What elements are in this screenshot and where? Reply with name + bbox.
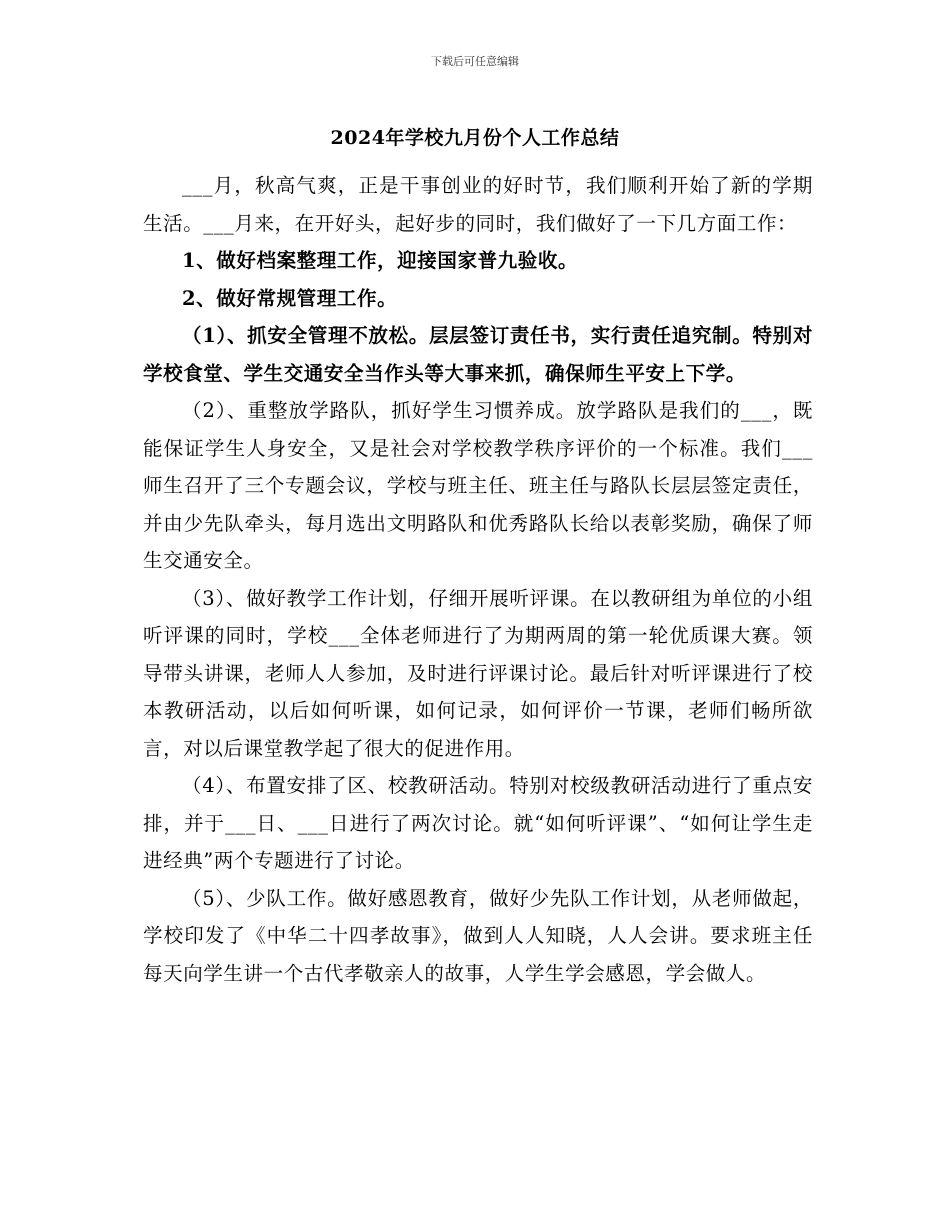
paragraph-item-3: （3）、做好教学工作计划，仔细开展听评课。在以教研组为单位的小组听评课的同时，学校___全体老师进行了为期两周的第一轮优质课大赛。领导带头讲课，老师人人参加，及时进行评课讨论。最后针对听评课进行了校本教研活动，以后如何听课，如何记录，如何评价一节课，老师们畅所欲言，对以后课堂教学起了很大的促进作用。 [143,586,813,760]
paragraph-item-2: （2）、重整放学路队，抓好学生习惯养成。放学路队是我们的___，既能保证学生人身安全，又是社会对学校教学秩序评价的一个标准。我们___师生召开了三个专题会议，学校与班主任、班主任与路队长层层签定责任，并由少先队牵头，每月选出文明路队和优秀路队长给以表彰奖励，确保了师生交通安全。 [143,399,813,572]
paragraph-item-4: （4）、布置安排了区、校教研活动。特别对校级教研活动进行了重点安排，并于___日、___日进行了两次讨论。就“如何听评课”、“如何让学生走进经典”两个专题进行了讨论。 [143,774,813,872]
paragraph-section-2: 2、做好常规管理工作。 [182,286,398,310]
paragraph-item-5: （5）、少队工作。做好感恩教育，做好少先队工作计划，从老师做起，学校印发了《中华二十四孝故事》，做到人人知晓，人人会讲。要求班主任每天向学生讲一个古代孝敬亲人的故事，人学生学会感恩，学会做人。 [143,886,813,985]
document-body [143,167,813,992]
paragraph-section-1: 1、做好档案整理工作，迎接国家普九验收。 [182,249,579,272]
paragraph-intro: ___月，秋高气爽，正是干事创业的好时节，我们顺利开始了新的学期生活。___月来，在开好头，起好步的同时，我们做好了一下几方面工作： [143,174,813,235]
document-title: 2024年学校九月份个人工作总结 [330,127,620,149]
paragraph-item-1: （1）、抓安全管理不放松。层层签订责任书，实行责任追究制。特别对学校食堂、学生交通安全当作头等大事来抓，确保师生平安上下学。 [143,324,813,385]
header-note: 下载后可任意编辑 [431,55,519,68]
